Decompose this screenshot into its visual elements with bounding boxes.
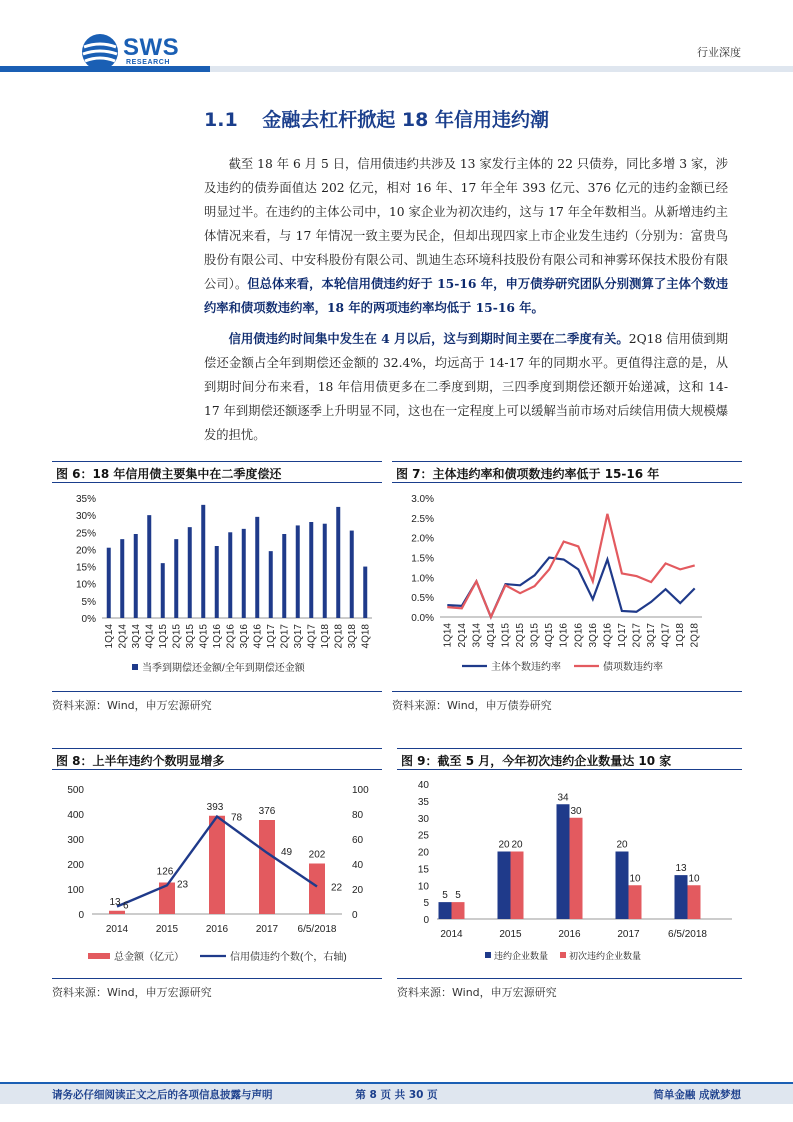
bar <box>209 816 225 914</box>
x-tick-label: 4Q15 <box>198 624 210 649</box>
bar <box>120 539 124 618</box>
x-tick-label: 2016 <box>205 924 229 935</box>
y2-tick-label: 20 <box>352 885 364 896</box>
bar <box>215 546 219 618</box>
bar <box>228 532 232 618</box>
bar-value-label: 393 <box>206 801 224 813</box>
bar-value-label: 34 <box>557 792 569 804</box>
x-tick-label: 4Q15 <box>544 623 556 648</box>
bar <box>255 517 259 618</box>
x-tick-label: 3Q16 <box>587 623 599 648</box>
bar-value-label: 13 <box>109 896 121 908</box>
bar <box>107 548 111 618</box>
y-tick-label: 2.5% <box>411 513 434 525</box>
figure-6-chart <box>52 486 382 686</box>
figure-7-source: 资料来源：Wind，申万债券研究 <box>392 699 552 712</box>
y-tick-label: 25% <box>75 528 96 540</box>
x-tick-label: 4Q18 <box>360 624 372 649</box>
fig6-svg <box>52 486 382 686</box>
paragraph-2-bold: 信用债违约时间集中发生在 4 月以后，这与到期时间主要在二季度有关。 <box>228 331 629 346</box>
header-tag: 行业深度 <box>697 46 741 59</box>
line-value-label: 23 <box>177 879 189 891</box>
x-tick-label: 3Q18 <box>346 624 358 649</box>
bar <box>570 818 583 919</box>
y-tick-label: 20% <box>75 545 96 557</box>
x-tick-label: 2Q15 <box>515 623 527 648</box>
bar <box>336 507 340 618</box>
x-tick-label: 4Q17 <box>660 623 672 648</box>
y-tick-label: 0.5% <box>411 593 434 605</box>
x-tick-label: 1Q15 <box>500 623 512 648</box>
x-tick-label: 2Q18 <box>689 623 701 648</box>
bar <box>688 885 701 919</box>
x-tick-label: 3Q14 <box>130 624 142 649</box>
bar <box>147 515 151 618</box>
y2-tick-label: 80 <box>352 810 364 821</box>
x-tick-label: 2015 <box>499 929 522 940</box>
y-tick-label: 40 <box>417 780 429 791</box>
x-tick-label: 2Q16 <box>225 624 237 649</box>
x-tick-label: 3Q17 <box>646 623 658 648</box>
y-tick-label: 25 <box>417 830 429 842</box>
x-tick-label: 1Q18 <box>675 623 687 648</box>
logo-subtext: RESEARCH <box>126 59 171 66</box>
x-tick-label: 2Q15 <box>171 624 183 649</box>
y-tick-label: 35% <box>75 494 96 505</box>
y-tick-label: 100 <box>67 885 84 896</box>
x-tick-label: 2015 <box>155 924 179 935</box>
y-tick-label: 300 <box>67 835 84 846</box>
figure-6-rule <box>52 691 382 692</box>
x-tick-label: 2017 <box>617 929 640 940</box>
bar <box>498 852 511 920</box>
x-tick-label: 1Q15 <box>157 624 169 649</box>
figure-8-title: 图 8：上半年违约个数明显增多 <box>52 748 382 770</box>
paragraph-1-bold: 但总体来看，本轮信用债违约好于 15-16 年，申万债券研究团队分别测算了主体个数违约率和债项数违约率，18 年的两项违约率均低于 15-16 年。 <box>204 276 728 315</box>
x-tick-label: 2016 <box>558 929 581 940</box>
bar-value-label: 20 <box>616 839 628 851</box>
paragraph-2 <box>204 327 728 447</box>
x-tick-label: 6/5/2018 <box>668 929 707 940</box>
bar <box>439 902 452 919</box>
fig9-svg <box>397 773 742 973</box>
figure-8-chart <box>52 773 382 973</box>
x-tick-label: 2014 <box>440 929 463 940</box>
series-line <box>447 558 694 618</box>
x-tick-label: 1Q16 <box>558 623 570 648</box>
paragraph-2-text: 2Q18 信用债到期偿还金额占全年到期偿还金额的 32.4%，均远高于 14-17 年的同期水平。更值得注意的是，从到期时间分布来看，18 年信用债更多在二季度到期，三四季度到期偿还额开始递减，这和 14-17 年到期偿还额逐季上升明显不同，这也在一定程度上可以缓解当前市场对后续信用债大规模爆发的担忧。 <box>204 332 728 442</box>
bar <box>242 529 246 618</box>
legend-label: 主体个数违约率 <box>491 662 561 673</box>
line-value-label: 6 <box>123 900 129 912</box>
legend-label: 信用债违约个数(个，右轴) <box>230 952 347 963</box>
y-tick-label: 30% <box>75 511 96 523</box>
figure-9-title: 图 9：截至 5 月，今年初次违约企业数量达 10 家 <box>397 748 742 770</box>
x-tick-label: 3Q16 <box>238 624 250 649</box>
y-tick-label: 3.0% <box>411 494 434 505</box>
x-tick-label: 4Q14 <box>485 623 497 648</box>
footer-slogan: 简单金融 成就梦想 <box>653 1089 741 1101</box>
y-tick-label: 15% <box>75 562 96 574</box>
bar <box>323 524 327 618</box>
x-tick-label: 3Q17 <box>292 624 304 649</box>
legend-label: 初次违约企业数量 <box>569 951 642 961</box>
x-tick-label: 1Q14 <box>442 623 454 648</box>
bar <box>675 875 688 919</box>
figure-9-chart <box>397 773 742 973</box>
x-tick-label: 2014 <box>105 924 129 935</box>
fig7-svg <box>392 486 742 686</box>
x-tick-label: 2Q16 <box>573 623 585 648</box>
bar <box>134 534 138 618</box>
legend-label: 债项数违约率 <box>603 662 663 673</box>
y-tick-label: 400 <box>67 810 84 821</box>
bar <box>452 902 465 919</box>
line-value-label: 22 <box>331 882 343 894</box>
bar <box>161 563 165 618</box>
x-tick-label: 3Q15 <box>184 624 196 649</box>
bar <box>296 525 300 618</box>
figure-9-source: 资料来源：Wind，申万宏源研究 <box>397 986 557 999</box>
y-tick-label: 30 <box>417 813 429 825</box>
bar <box>616 852 629 920</box>
bar <box>174 539 178 618</box>
y-tick-label: 1.0% <box>411 573 434 585</box>
x-tick-label: 3Q15 <box>529 623 541 648</box>
line-value-label: 78 <box>231 812 243 824</box>
x-tick-label: 2Q17 <box>631 623 643 648</box>
bar <box>259 820 275 914</box>
y-tick-label: 0 <box>423 915 429 926</box>
y2-tick-label: 60 <box>352 835 364 846</box>
bar-value-label: 20 <box>498 839 510 851</box>
y-tick-label: 35 <box>417 796 429 808</box>
bar-value-label: 20 <box>511 839 523 851</box>
bar-value-label: 30 <box>570 805 582 817</box>
y-tick-label: 0.0% <box>411 613 434 624</box>
section-number: 1.1 <box>204 109 238 131</box>
legend-label: 当季到期偿还金额/全年到期偿还金额 <box>142 663 305 674</box>
legend-swatch <box>560 952 566 958</box>
figure-7-chart <box>392 486 742 686</box>
section-title-text: 金融去杠杆掀起 18 年信用违约潮 <box>262 109 549 131</box>
bar <box>188 527 192 618</box>
bar <box>309 522 313 618</box>
x-tick-label: 1Q18 <box>319 624 331 649</box>
y-tick-label: 20 <box>417 847 429 859</box>
x-tick-label: 4Q17 <box>306 624 318 649</box>
x-tick-label: 2Q14 <box>117 624 129 649</box>
paragraph-1-text: 截至 18 年 6 月 5 日，信用债违约共涉及 13 家发行主体的 22 只债券，同比多增 3 家，涉及违约的债券面值达 202 亿元，相对 16 年、17 年全年 393 亿元、376 亿元的违约金额已经明显过半。在违约的主体公司中，10 家企业为初次违约，这与 17 年全年数相当。从新增违约主体情况来看，与 17 年情况一致主要为民企，但却出现四家上市企业发生违约（分别为：富贵鸟股份有限公司、中安科股份有限公司、凯迪生态环境科技股份有限公司和神雾环保技术股份有限公司）。 <box>204 157 728 291</box>
y-tick-label: 5% <box>81 596 96 608</box>
figure-7-rule <box>392 691 742 692</box>
y-tick-label: 200 <box>67 860 84 871</box>
bar <box>201 505 205 618</box>
y2-tick-label: 100 <box>352 785 369 796</box>
y-tick-label: 5 <box>423 898 429 910</box>
y-tick-label: 2.0% <box>411 533 434 545</box>
line-value-label: 49 <box>281 846 293 858</box>
bar <box>363 567 367 618</box>
bar-value-label: 126 <box>156 866 174 878</box>
bar-value-label: 10 <box>688 873 700 885</box>
x-tick-label: 3Q14 <box>471 623 483 648</box>
y-tick-label: 10% <box>75 579 96 591</box>
bar <box>350 531 354 618</box>
y-tick-label: 10 <box>417 881 429 893</box>
y2-tick-label: 40 <box>352 860 364 871</box>
bar-value-label: 376 <box>258 806 276 817</box>
y-tick-label: 500 <box>67 785 84 796</box>
paragraph-1 <box>204 152 728 315</box>
x-tick-label: 2Q17 <box>279 624 291 649</box>
y-tick-label: 0% <box>81 614 96 625</box>
bar-value-label: 13 <box>675 863 687 875</box>
legend-label: 违约企业数量 <box>494 951 549 961</box>
bar <box>511 852 524 920</box>
section-title <box>204 105 549 132</box>
bar <box>557 804 570 919</box>
legend-label: 总金额（亿元） <box>114 952 184 963</box>
y2-tick-label: 0 <box>352 910 358 921</box>
x-tick-label: 1Q17 <box>616 623 628 648</box>
x-tick-label: 2Q18 <box>333 624 345 649</box>
x-tick-label: 6/5/2018 <box>297 924 337 935</box>
legend-swatch <box>132 664 138 670</box>
x-tick-label: 2017 <box>255 924 279 935</box>
figure-6-title: 图 6：18 年信用债主要集中在二季度偿还 <box>52 461 382 483</box>
figure-9-rule <box>397 978 742 979</box>
bar-value-label: 202 <box>308 849 326 861</box>
figure-8-rule <box>52 978 382 979</box>
bar <box>269 551 273 618</box>
figure-6-source: 资料来源：Wind，申万宏源研究 <box>52 699 212 712</box>
x-tick-label: 2Q14 <box>456 623 468 648</box>
x-tick-label: 4Q14 <box>144 624 156 649</box>
legend-swatch <box>485 952 491 958</box>
bar <box>309 864 325 915</box>
x-tick-label: 4Q16 <box>602 623 614 648</box>
footer-page-number: 第 8 页 共 30 页 <box>355 1089 438 1101</box>
legend-swatch <box>88 953 110 959</box>
bar <box>629 885 642 919</box>
bar-value-label: 5 <box>442 890 448 902</box>
y-tick-label: 0 <box>78 910 84 921</box>
bar-value-label: 10 <box>629 873 641 885</box>
header-rule-accent <box>0 66 210 72</box>
logo-text: SWS <box>123 34 180 61</box>
y-tick-label: 1.5% <box>411 553 434 565</box>
bar-value-label: 5 <box>455 890 461 902</box>
fig8-svg <box>52 773 382 973</box>
y-tick-label: 15 <box>417 864 429 876</box>
bar <box>282 534 286 618</box>
figure-7-title: 图 7：主体违约率和债项数违约率低于 15-16 年 <box>392 461 742 483</box>
x-tick-label: 1Q17 <box>265 624 277 649</box>
footer-disclaimer: 请务必仔细阅读正文之后的各项信息披露与声明 <box>52 1089 273 1101</box>
figure-8-source: 资料来源：Wind，申万宏源研究 <box>52 986 212 999</box>
x-tick-label: 1Q16 <box>211 624 223 649</box>
x-tick-label: 4Q16 <box>252 624 264 649</box>
x-tick-label: 1Q14 <box>103 624 115 649</box>
